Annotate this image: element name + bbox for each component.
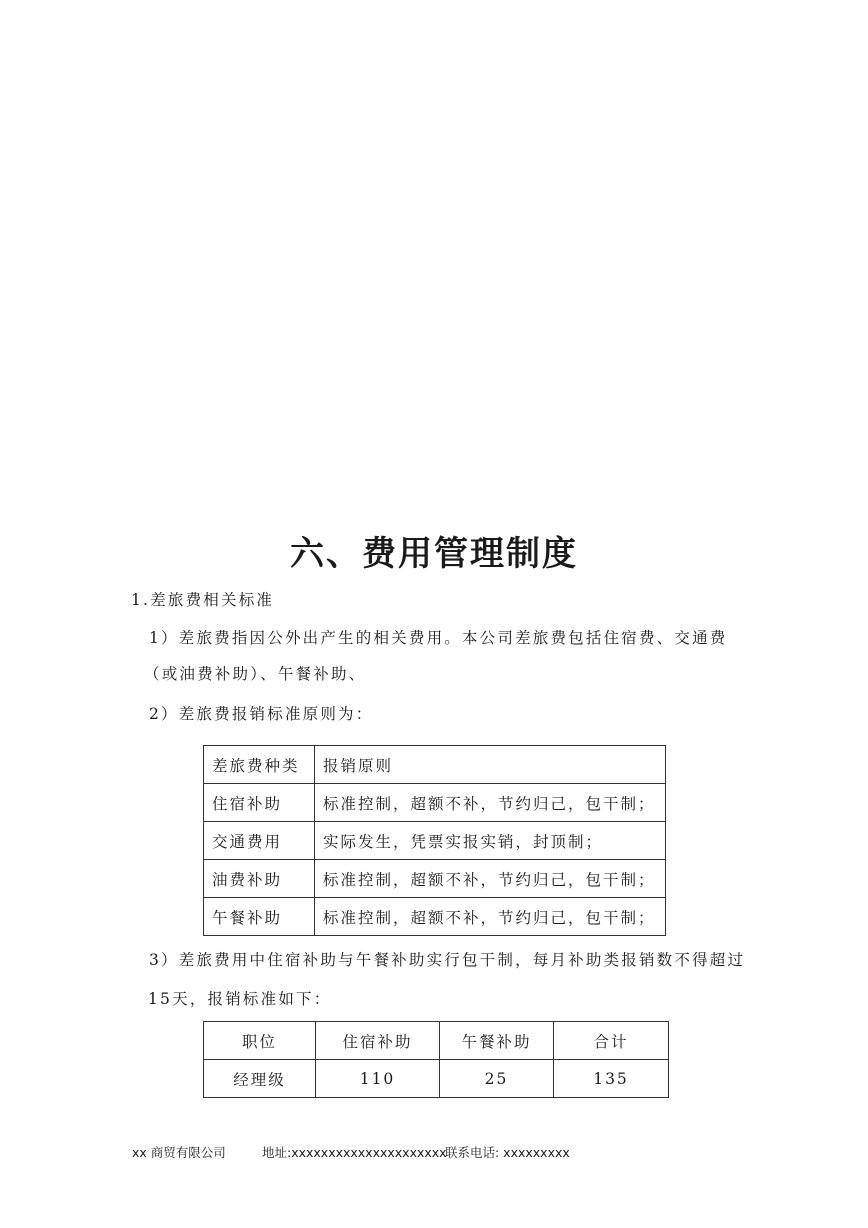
table-header-cell: 午餐补助 (440, 1022, 554, 1060)
table-header-cell: 住宿补助 (316, 1022, 440, 1060)
paragraph-item3-line1: 3）差旅费用中住宿补助与午餐补助实行包干制，每月补助类报销数不得超过 (149, 951, 746, 969)
travel-expense-principles-table (203, 745, 666, 936)
paragraph-item1-line2: （或油费补助）、午餐补助、 (144, 665, 367, 683)
table-row (204, 860, 666, 898)
table-cell: 标准控制，超额不补，节约归己，包干制； (315, 860, 666, 898)
table-header-cell: 职位 (204, 1022, 316, 1060)
footer-address: 地址:xxxxxxxxxxxxxxxxxxxxx (262, 1145, 447, 1160)
table-header-cell: 合计 (554, 1022, 669, 1060)
table-cell: 标准控制，超额不补，节约归己，包干制； (315, 898, 666, 936)
table-header-cell: 差旅费种类 (204, 746, 315, 784)
table-header-row (204, 746, 666, 784)
paragraph-item2: 2）差旅费报销标准原则为： (149, 705, 374, 723)
table-cell: 油费补助 (204, 860, 315, 898)
section-heading: 1.差旅费相关标准 (131, 591, 275, 609)
table-cell: 交通费用 (204, 822, 315, 860)
table-cell: 110 (316, 1060, 440, 1098)
table-row (204, 1060, 669, 1098)
page-title: 六、费用管理制度 (290, 534, 578, 574)
table-cell: 25 (440, 1060, 554, 1098)
table-row (204, 898, 666, 936)
allowance-standard-table (203, 1021, 669, 1098)
table-row (204, 822, 666, 860)
table-header-row (204, 1022, 669, 1060)
footer-company: xx 商贸有限公司 (132, 1145, 226, 1160)
table-cell: 实际发生，凭票实报实销，封顶制； (315, 822, 666, 860)
paragraph-item3-line2: 15天，报销标准如下： (148, 990, 332, 1008)
paragraph-item1-line1: 1）差旅费指因公外出产生的相关费用。本公司差旅费包括住宿费、交通费 (149, 629, 728, 647)
table-cell: 午餐补助 (204, 898, 315, 936)
table-header-cell: 报销原则 (315, 746, 666, 784)
table-cell: 135 (554, 1060, 669, 1098)
table-cell: 标准控制，超额不补，节约归己，包干制； (315, 784, 666, 822)
table-cell: 住宿补助 (204, 784, 315, 822)
footer-phone: 联系电话: xxxxxxxxx (445, 1145, 570, 1160)
table-cell: 经理级 (204, 1060, 316, 1098)
table-row (204, 784, 666, 822)
